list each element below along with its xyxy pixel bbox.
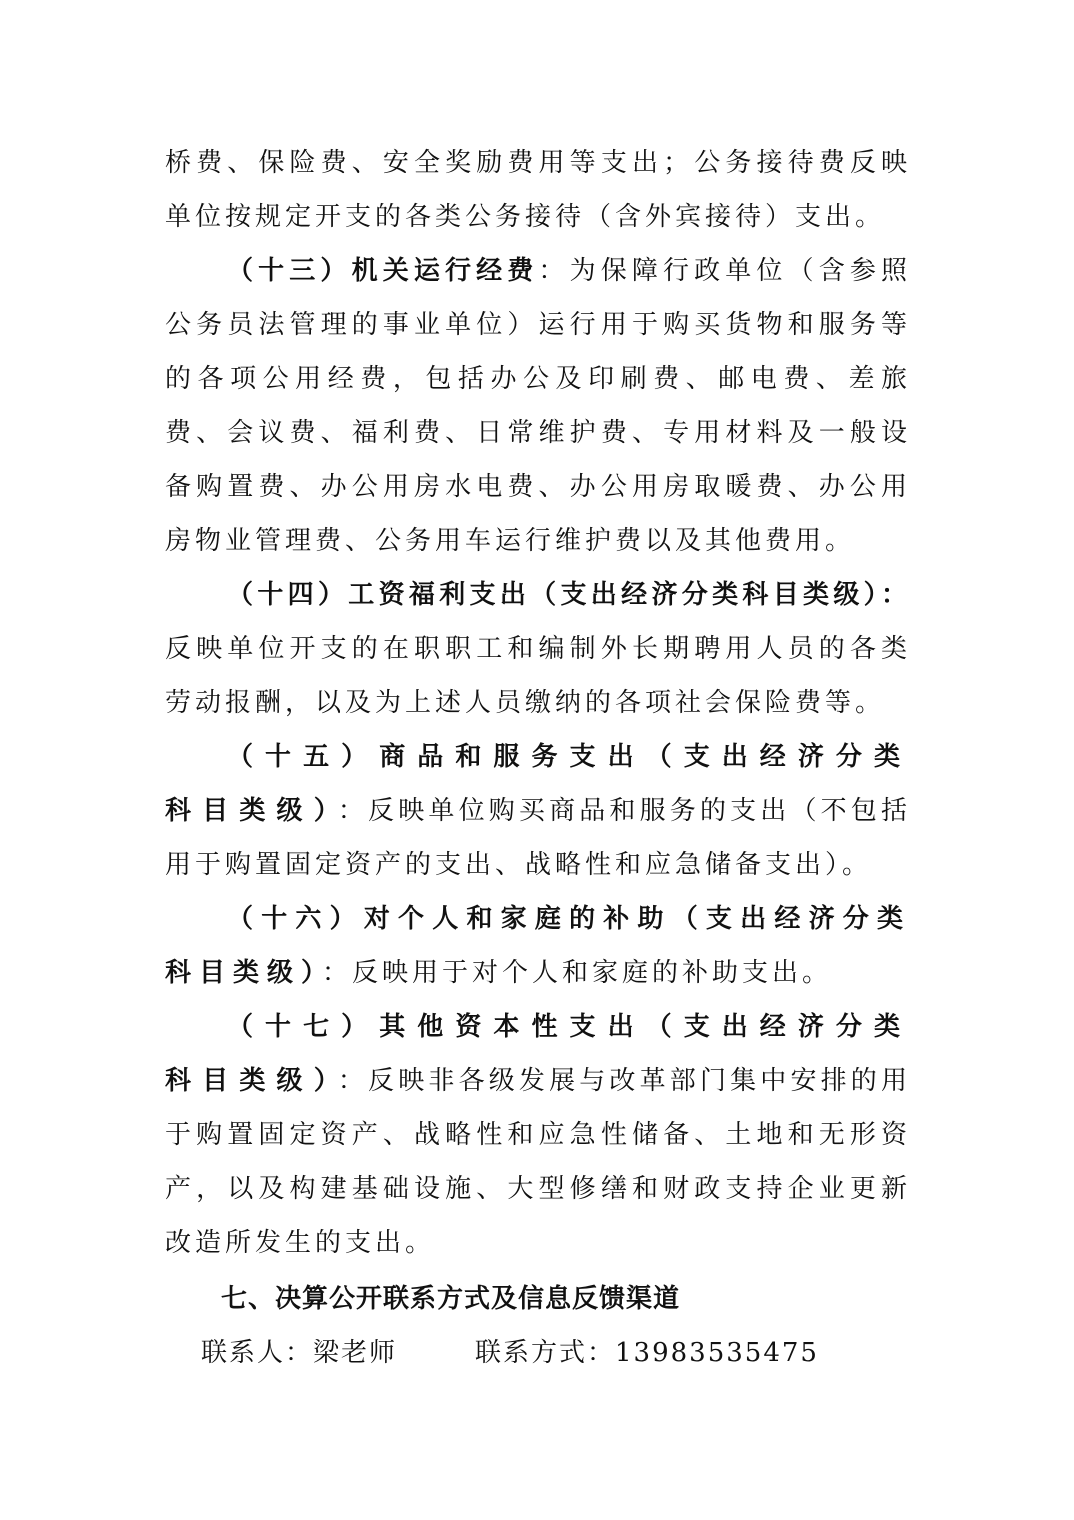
paragraph-item-13 <box>165 244 911 568</box>
item-16-title: （十六）对个人和家庭的补助（支出经济分类科目类级） <box>165 904 911 988</box>
item-15-text: ：反映单位购买商品和服务的支出（不包括用于购置固定资产的支出、战略性和应急储备支出）。 <box>165 796 911 880</box>
paragraph-item-16 <box>165 892 911 1000</box>
paragraph-item-17 <box>165 1000 911 1270</box>
item-17-title: （十七）其他资本性支出（支出经济分类科目类级） <box>165 1012 911 1096</box>
document-body <box>165 136 911 1380</box>
section-7-heading: 七、决算公开联系方式及信息反馈渠道 <box>221 1284 681 1314</box>
contact-line <box>165 1326 911 1380</box>
contact-person: 联系人：梁老师 <box>201 1338 398 1368</box>
item-13-title: （十三）机关运行经费 <box>227 256 539 286</box>
item-13-text: ：为保障行政单位（含参照公务员法管理的事业单位）运行用于购买货物和服务等的各项公用经费，包括办公及印刷费、邮电费、差旅费、会议费、福利费、日常维护费、专用材料及一般设备购置费、办公用房水电费、办公用房取暖费、办公用房物业管理费、公务用车运行维护费以及其他费用。 <box>165 256 911 556</box>
item-16-text: ：反映用于对个人和家庭的补助支出。 <box>322 958 833 988</box>
item-14-title: （十四）工资福利支出（支出经济分类科目类级）： <box>227 580 911 610</box>
paragraph-item-15 <box>165 730 911 892</box>
item-14-text: 反映单位开支的在职职工和编制外长期聘用人员的各类劳动报酬，以及为上述人员缴纳的各项社会保险费等。 <box>165 634 911 718</box>
item-17-text: ：反映非各级发展与改革部门集中安排的用于购置固定资产、战略性和应急性储备、土地和无形资产，以及构建基础设施、大型修缮和财政支持企业更新改造所发生的支出。 <box>165 1066 911 1258</box>
paragraph-item-14 <box>165 568 911 730</box>
contact-phone: 联系方式：13983535475 <box>475 1338 819 1368</box>
item-15-title: （十五）商品和服务支出（支出经济分类科目类级） <box>165 742 911 826</box>
paragraph-continued: 桥费、保险费、安全奖励费用等支出；公务接待费反映单位按规定开支的各类公务接待（含外宾接待）支出。 <box>165 148 911 232</box>
